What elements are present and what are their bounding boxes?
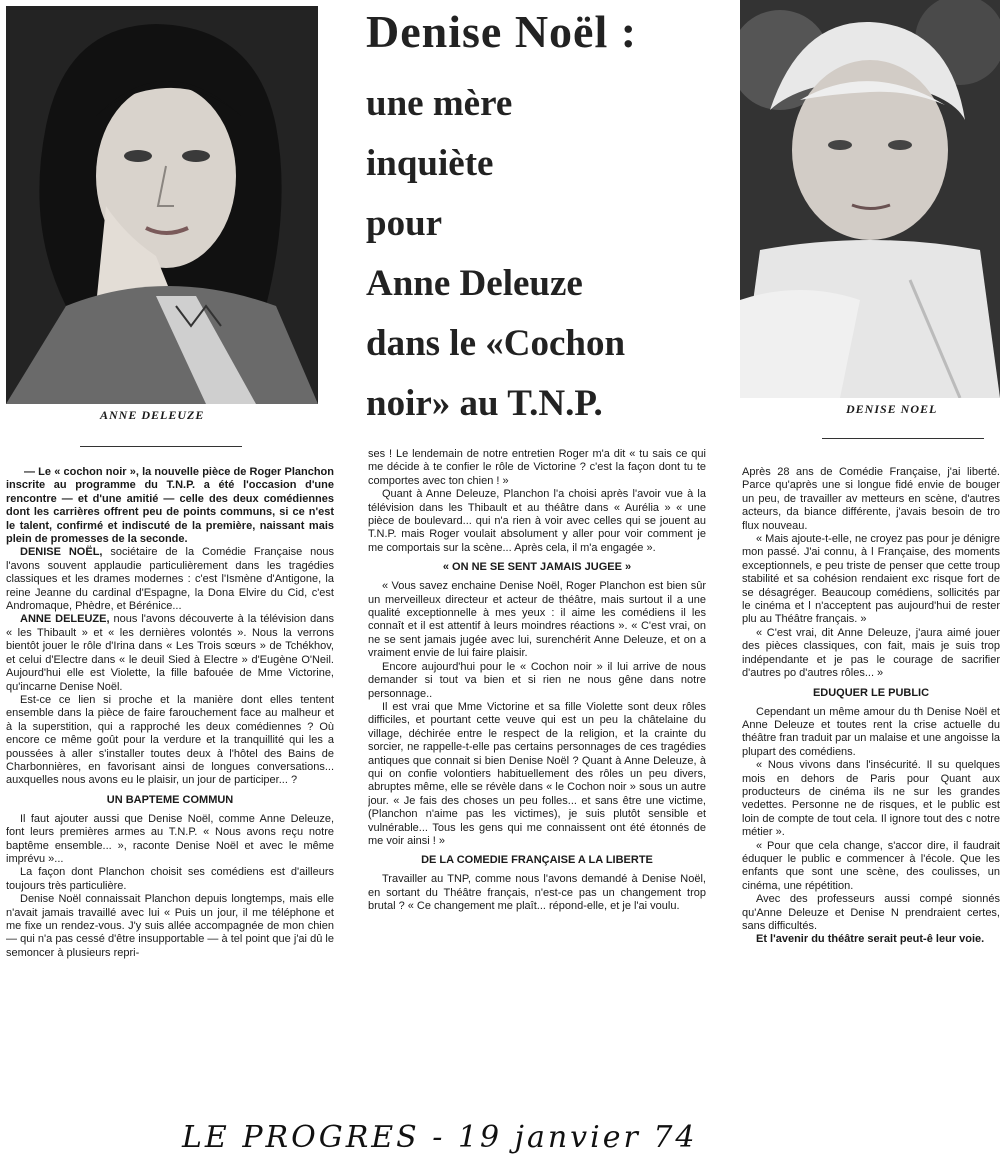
article-paragraph: Il est vrai que Mme Victorine et sa fille Violette sont deux rôles difficiles, et pourtant cette veuve qui est un peu la châtelaine du village, déchirée entre le respect de la religion, et la crainte du sorcier, ne rappelle-t-elle pas certains personnages de ces tragédies antiques que connait si bien Denise Noël ? Quant à Anne Deleuze, à qui on confie volontiers habituellement des rôles un peu divers, abruptes même, elle se révèle dans « le Cochon noir » sous un autre jour. « Je fais des choses un peu folles... et sans être une victime, (Planchon n'aime pas les victimes), je suis plutôt sensible et vulnérable... Tous les gens qui me connaissent ont été étonnés de me voir ainsi ! » (368, 700, 706, 847)
headline (366, 4, 736, 434)
article-paragraph: Encore aujourd'hui pour le « Cochon noir » il lui arrive de nous demander si tout va bien et si rien ne nous gêne dans notre personnage.. (368, 660, 706, 700)
article-paragraph: « Mais ajoute-t-elle, ne croyez pas pour je dénigre mon passé. J'ai connu, à l Française, des moments exceptionnels, e peu triste de penser que cette troup stabilité et sa cohésion rendaient exc risque fort de se désagréger. Beaucoup comédiens, sollicités par le cinéma et l n'acceptent pas aujourd'hui de rester plu au Théâtre français. » (742, 533, 1000, 626)
paragraph-text: nous l'avons découverte à la télévision dans « les Thibault » et « les dernières volontés ». Nous la verrons bientôt jouer le rôle d'Irina dans « Les Trois sœurs » de Tchékhov, et celui d'Electre dans « le deuil Sied à Electre » d'Eugène O'Neil. Aujourd'hui elle est Violette, la fille bafouée de Mme Victorine, qu'incarne Denise Noël. (6, 613, 334, 693)
headline-line: inquiète (366, 143, 494, 184)
headline-line: pour (366, 203, 443, 244)
article-paragraph: La façon dont Planchon choisit ses comédiens est d'ailleurs toujours très particulière. (6, 866, 334, 892)
photo-anne-deleuze (6, 6, 318, 404)
article-column-1 (6, 466, 334, 1098)
article-paragraph: ses ! Le lendemain de notre entretien Roger m'a dit « tu sais ce qui me décide à te confier le rôle de Victorine ? c'est la façon dont tu te comportes avec ton chien ! » (368, 448, 706, 487)
name-anne-deleuze: ANNE DELEUZE, (20, 613, 110, 626)
paragraph-text: sociétaire de la Comédie Française nous l'avons souvent applaudie particulièrement dans les tragédies classiques et les drames modernes : c'est l'Ismène d'Antigone, la reine Jeanne du cardinal d'Espagne, la Dona Elvire du Cid, c'est Andromaque, Phèdre, et Bérénice... (6, 546, 334, 613)
headline-line: dans le «Cochon (366, 323, 626, 364)
article-closing: Et l'avenir du théâtre serait peut-ê leur voie. (756, 933, 985, 946)
caption-denise-noel: DENISE NOEL (846, 402, 938, 416)
article-paragraph (6, 613, 334, 693)
article-paragraph: Travailler au TNP, comme nous l'avons demandé à Denise Noël, en sortant du Théâtre français, n'est-ce pas un changement trop brutal ? « Ce changement me plaît... répond-elle, et je l'ai voulu. (368, 873, 706, 913)
headline-line: Anne Deleuze (366, 263, 583, 304)
subheading-jugee: « ON NE SE SENT JAMAIS JUGEE » (442, 561, 632, 574)
article-paragraph: Il faut ajouter aussi que Denise Noël, comme Anne Deleuze, font leurs premières armes au T.N.P. « Nous avons reçu notre baptême ensemble... », raconte Denise Noël et avec le même imprévu »... (6, 812, 334, 865)
article-paragraph: « Pour que cela change, s'accor dire, il faudrait éduquer le public e commencer à l'école. Que les enfants que sont une scène, des coulisses, un cinéma, une répétition. (742, 839, 1000, 892)
article-lead: — Le « cochon noir », la nouvelle pièce de Roger Planchon inscrite au programme du T.N.P. a été l'occasion d'une rencontre — et d'une amitié — celle des deux comédiennes dont les carrières offrent peu de points communs, si ce n'est le talent, confirmé et indiscuté de la première, naissant mais plein de promesses de la seconde. (6, 466, 334, 546)
article-column-2 (368, 448, 706, 1088)
subheading-eduquer: EDUQUER LE PUBLIC (812, 686, 930, 699)
article-column-3 (742, 466, 1000, 1098)
caption-rule-left (80, 446, 242, 447)
article-paragraph: Cependant un même amour du th Denise Noël et Anne Deleuze et toutes rent la crise actuelle du théâtre fran traduit par un malaise et une angoisse la plupart des comédiens. (742, 705, 1000, 758)
article-paragraph: Est-ce ce lien si proche et la manière dont elles tentent ensemble dans la pièce de faire farouchement face au malheur et à la superstition, qui a rapproché les deux comédiennes ? Où encore ce même goût pour la verdure et la tranquillité qui les a poussées à aller s'installer toutes deux à l'hôtel des Bains de Charbonnières, en favorisant ainsi de longues conversations... auxquelles nous avons eu le plaisir, un jour de participer... ? (6, 693, 334, 787)
article-paragraph: Denise Noël connaissait Planchon depuis longtemps, mais elle n'avait jamais travaillé avec lui « Puis un jour, il me téléphone et me fixe un rendez-vous. J'y suis allée accompagnée de mon chien — qui n'a pas cessé d'être insupportable — à tel point que j'ai dû le semoncer à plusieurs repri- (6, 893, 334, 959)
article-paragraph: Quant à Anne Deleuze, Planchon l'a choisi après l'avoir vue à la télévision dans les Thibault et au théâtre dans « Aurélia » « une pièce de boulevard... qui n'a rien à voir avec celles qui se jouent au T.N.P. mais Roger voulait absolument y aller pour voir comment je me comportais sur la scène... Après cela, il m'a engagée ». (368, 488, 706, 554)
article-paragraph: Après 28 ans de Comédie Française, j'ai liberté. Parce qu'après une si longue fidé envie de bouger un peu, de travailler av metteurs en scène, d'autres acteurs, da biance différente, j'avais besoin de tro flux nouveau. (742, 466, 1000, 532)
photo-denise-noel (740, 0, 1000, 398)
article-paragraph: « Vous savez enchaine Denise Noël, Roger Planchon est bien sûr un merveilleux directeur et acteur de théâtre, mais surtout il a une qualité exceptionnelle à mes yeux : il aime les comédiens il les connaît et il est attentif à leurs moindres réactions ». « C'est vrai, on ne se sent jamais jugée avec lui, surenchérit Anne Deleuze, et on a vraiment envie de lui faire plaisir. (368, 580, 706, 660)
subheading-comedie-francaise: DE LA COMEDIE FRANÇAISE A LA LIBERTE (421, 854, 653, 867)
article-paragraph (6, 546, 334, 613)
headline-title: Denise Noël : (366, 6, 638, 57)
article-paragraph: « C'est vrai, dit Anne Deleuze, j'aura aimé jouer des pièces classiques, con fait, mais je suis trop indépendante et je pas le courage de sacrifier d'autres po d'autres rôles... » (742, 626, 1000, 680)
handwritten-source-date: LE PROGRES - 19 janvier 74 (182, 1120, 698, 1155)
subheading-bapteme: UN BAPTEME COMMUN (106, 793, 234, 806)
headline-line: noir» au T.N.P. (366, 383, 603, 424)
name-denise-noel: DENISE NOËL, (20, 546, 103, 559)
headline-line: une mère (366, 83, 513, 124)
caption-anne-deleuze: ANNE DELEUZE (100, 408, 205, 422)
article-paragraph: Avec des professeurs aussi compé sionnés qu'Anne Deleuze et Denise N prendraient certes, sans difficultés. (742, 893, 1000, 932)
caption-rule-right (822, 438, 984, 439)
article-paragraph: « Nous vivons dans l'insécurité. Il su quelques mois en dehors de Paris pour Quant aux producteurs de cinéma ils ne sur les grandes vedettes. Personne ne de risques, et le public est loin de compte de tout cela. Il ignore tout des c notre métier ». (742, 759, 1000, 839)
